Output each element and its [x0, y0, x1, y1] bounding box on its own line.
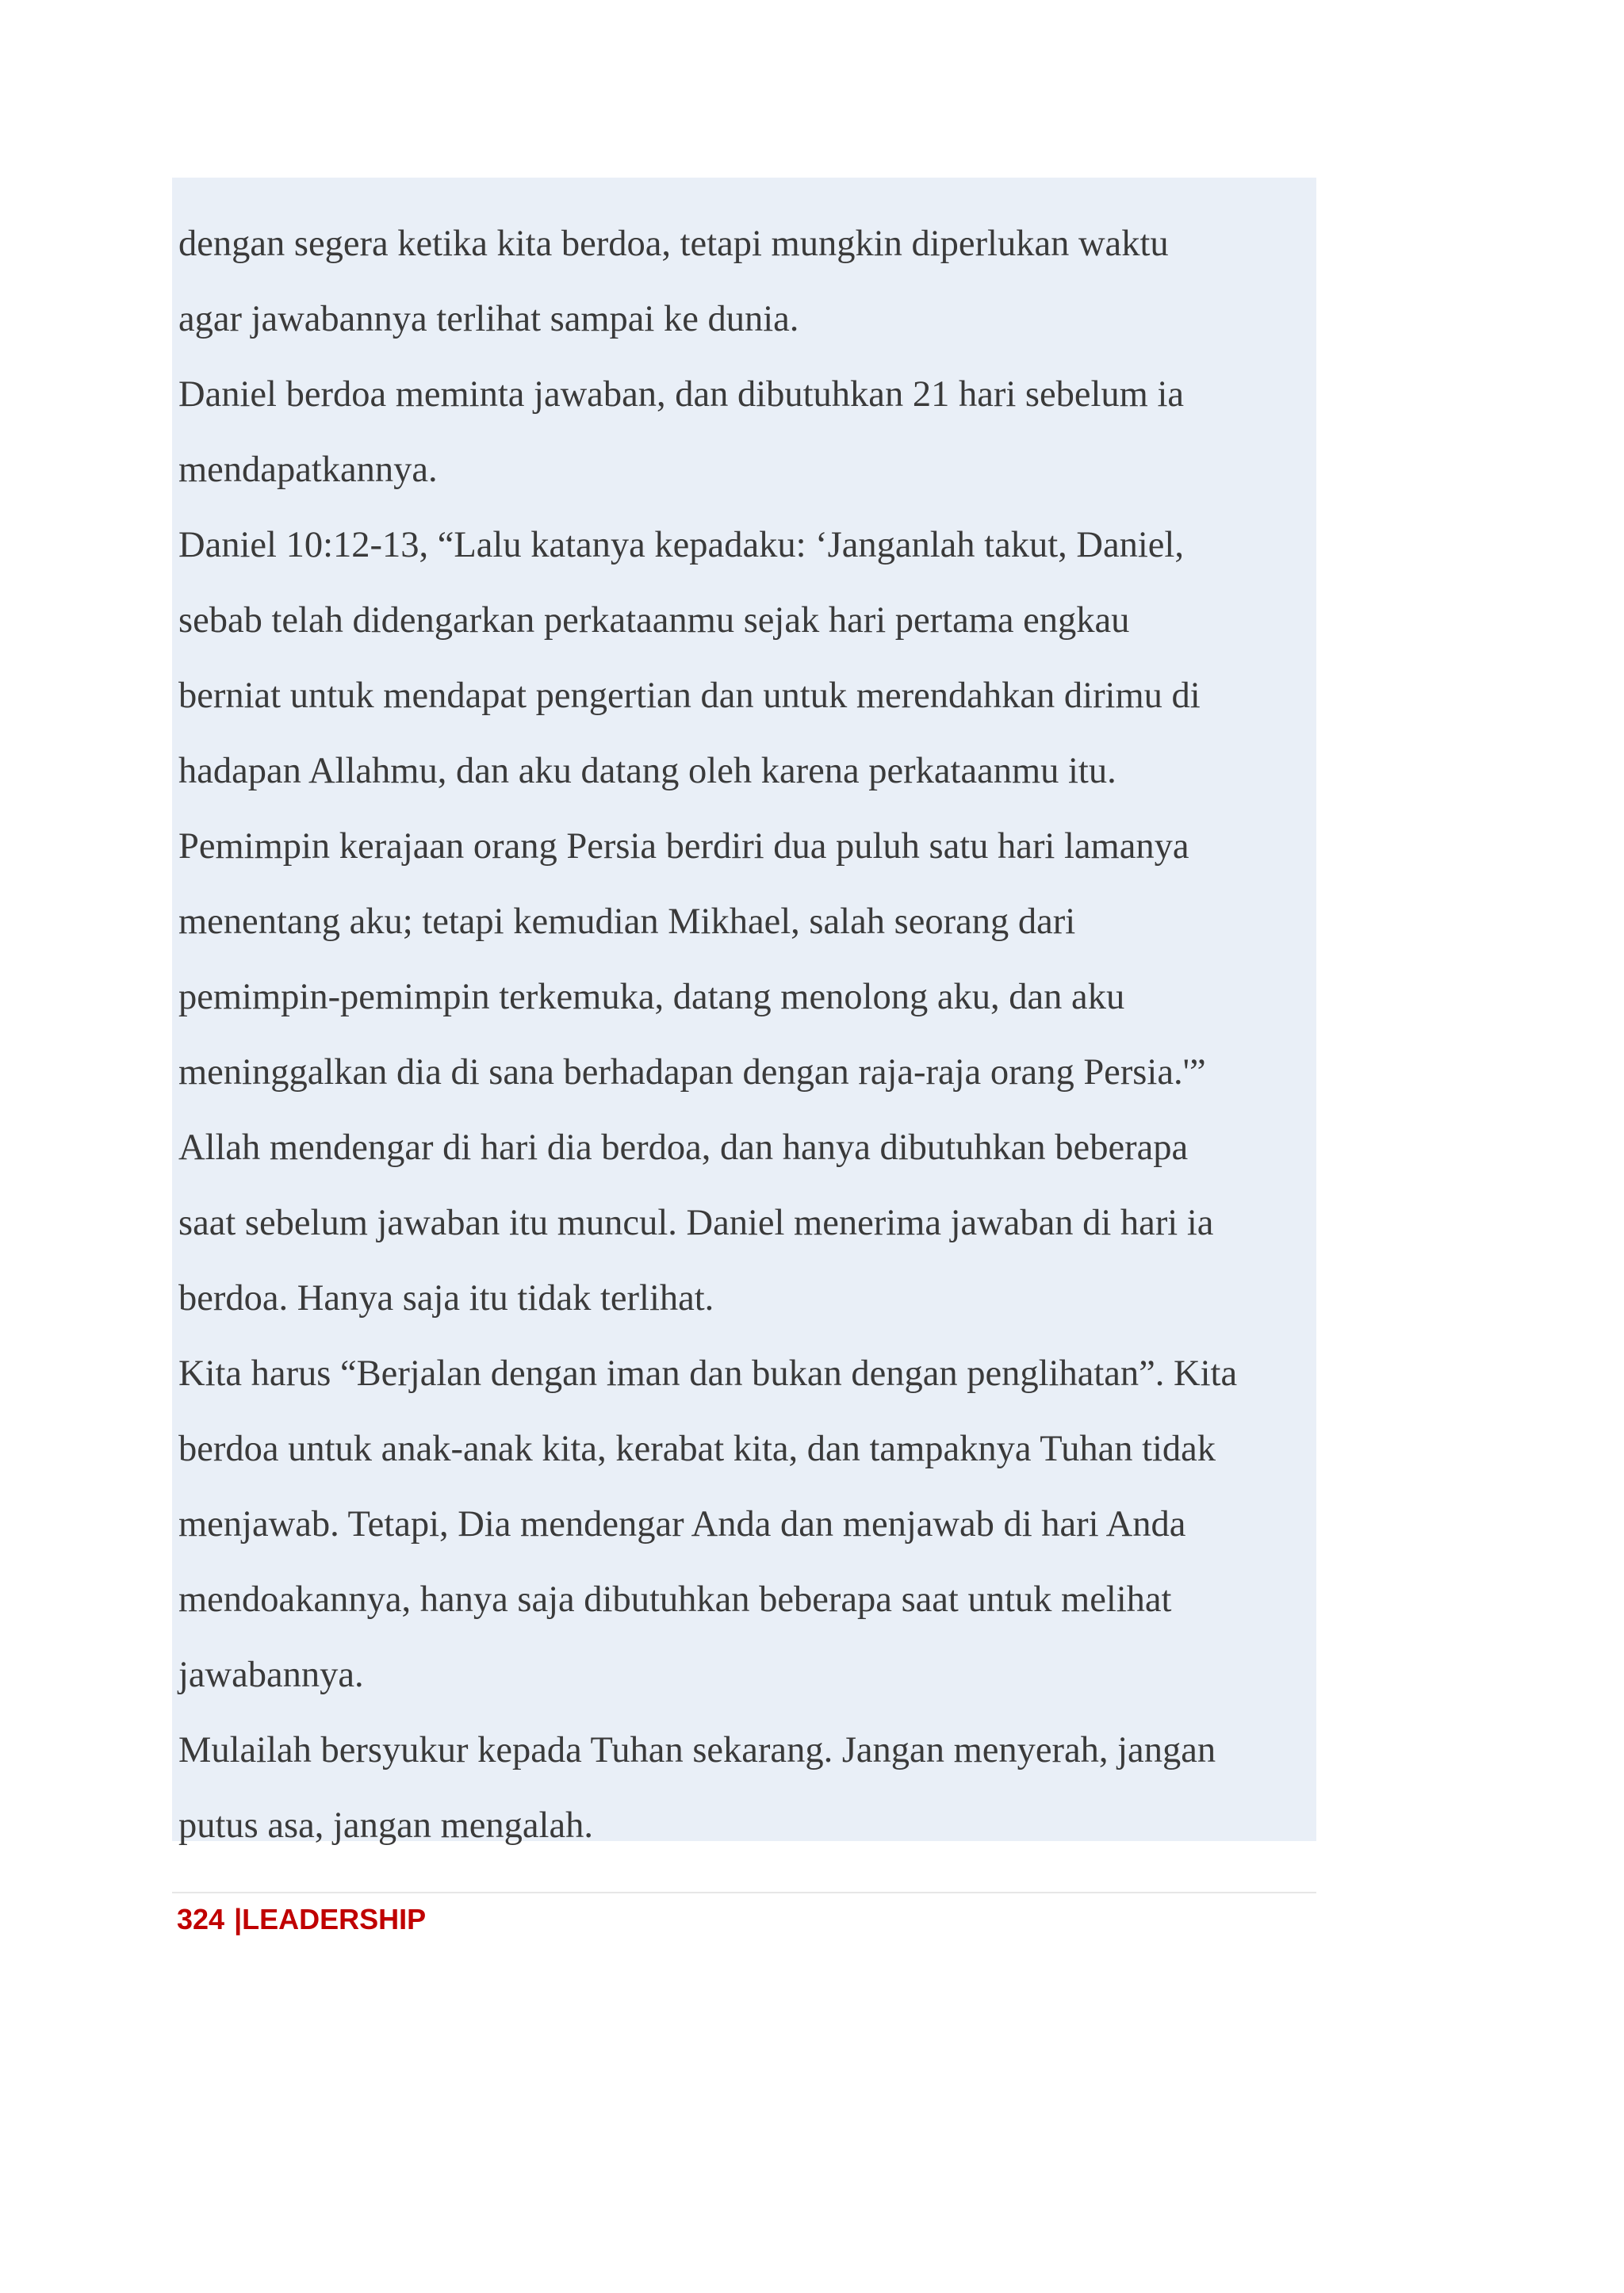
- body-line-8: hadapan Allahmu, dan aku datang oleh karena perkataanmu itu.: [178, 751, 1116, 791]
- body-line-15: berdoa. Hanya saja itu tidak terlihat.: [178, 1278, 714, 1319]
- body-line-6: sebab telah didengarkan perkataanmu sejak hari pertama engkau: [178, 600, 1130, 641]
- body-line-17: berdoa untuk anak-anak kita, kerabat kita, dan tampaknya Tuhan tidak: [178, 1429, 1216, 1469]
- body-line-1: dengan segera ketika kita berdoa, tetapi mungkin diperlukan waktu: [178, 224, 1169, 264]
- footer-divider: [172, 1892, 1316, 1893]
- body-line-21: Mulailah bersyukur kepada Tuhan sekarang. Jangan menyerah, jangan: [178, 1730, 1216, 1770]
- highlighted-text-block: [172, 178, 1316, 1846]
- body-line-3: Daniel berdoa meminta jawaban, dan dibutuhkan 21 hari sebelum ia: [178, 374, 1185, 415]
- body-line-13: Allah mendengar di hari dia berdoa, dan hanya dibutuhkan beberapa: [178, 1127, 1189, 1168]
- body-line-11: pemimpin-pemimpin terkemuka, datang menolong aku, dan aku: [178, 977, 1125, 1017]
- body-line-16: Kita harus “Berjalan dengan iman dan bukan dengan penglihatan”. Kita: [178, 1353, 1238, 1394]
- body-line-14: saat sebelum jawaban itu muncul. Daniel menerima jawaban di hari ia: [178, 1203, 1214, 1243]
- body-line-2: agar jawabannya terlihat sampai ke dunia.: [178, 299, 799, 339]
- body-line-7: berniat untuk mendapat pengertian dan untuk merendahkan dirimu di: [178, 676, 1201, 716]
- body-line-12: meninggalkan dia di sana berhadapan dengan raja-raja orang Persia.'”: [178, 1052, 1206, 1093]
- body-line-19: mendoakannya, hanya saja dibutuhkan beberapa saat untuk melihat: [178, 1579, 1172, 1620]
- body-line-22: putus asa, jangan mengalah.: [178, 1805, 593, 1846]
- page-number: 324: [177, 1903, 225, 1935]
- body-line-18: menjawab. Tetapi, Dia mendengar Anda dan menjawab di hari Anda: [178, 1504, 1186, 1545]
- body-line-20: jawabannya.: [178, 1655, 364, 1695]
- body-line-4: mendapatkannya.: [178, 450, 438, 490]
- page-footer: [177, 1900, 426, 1939]
- body-line-9: Pemimpin kerajaan orang Persia berdiri dua puluh satu hari lamanya: [178, 826, 1189, 867]
- body-line-5: Daniel 10:12-13, “Lalu katanya kepadaku: ‘Janganlah takut, Daniel,: [178, 525, 1184, 565]
- footer-section-title: |LEADERSHIP: [234, 1903, 427, 1935]
- body-line-10: menentang aku; tetapi kemudian Mikhael, salah seorang dari: [178, 902, 1076, 942]
